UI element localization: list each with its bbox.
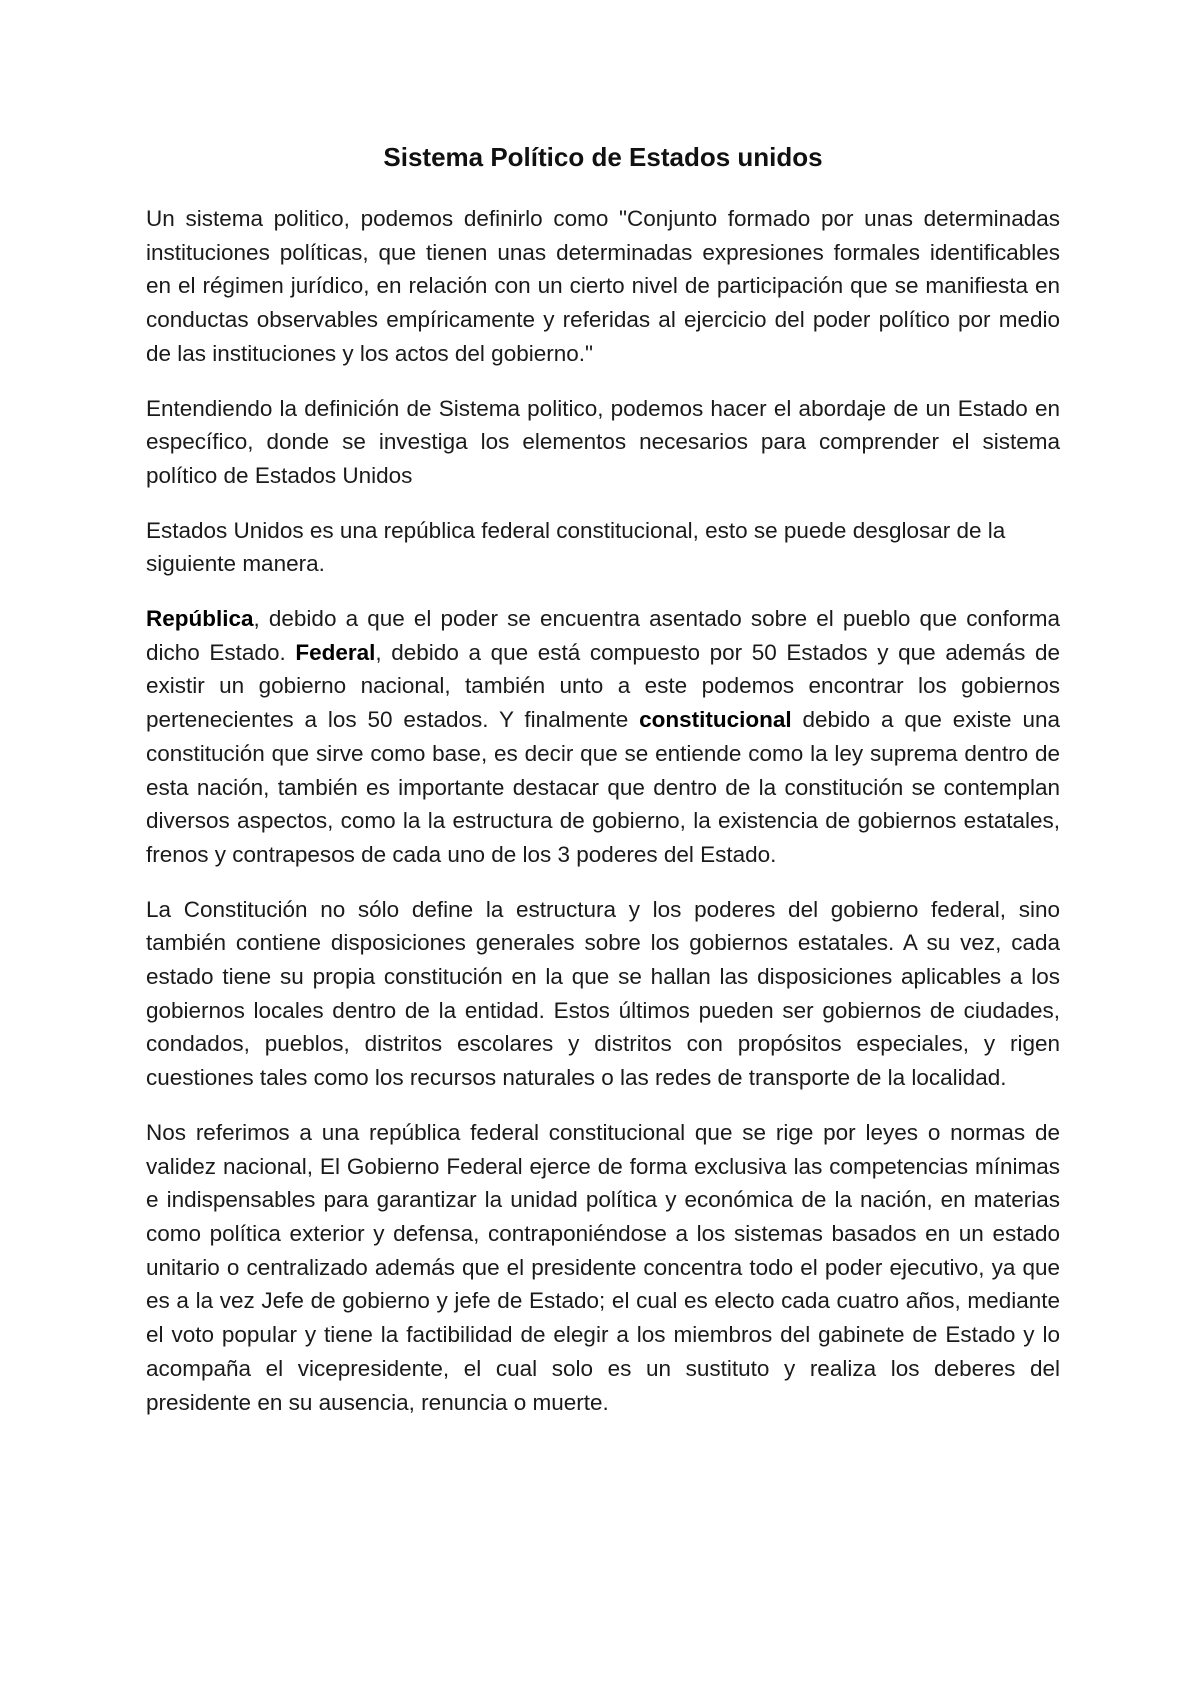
paragraph-republic-intro: Estados Unidos es una república federal constitucional, esto se puede desglosar de la siguiente manera. bbox=[146, 517, 1006, 577]
text-segment: debido a que existe una constitución que sirve como base, es decir que se entiende como la ley suprema dentro de esta nación, también es importante destacar que dentro de la constitución se contemplan diversos aspectos, como la la estructura de gobierno, la existencia de gobiernos estatales, frenos y contrapesos de cada uno de los 3 poderes del Estado. bbox=[146, 707, 1060, 867]
document-title: Sistema Político de Estados unidos bbox=[383, 142, 823, 172]
paragraph-approach: Entendiendo la definición de Sistema politico, podemos hacer el abordaje de un Estado en específico, donde se investiga los elementos necesarios para comprender el sistema político de Estados Unidos bbox=[146, 395, 1060, 488]
bold-term-constitucional: constitucional bbox=[639, 707, 792, 733]
paragraph-breakdown bbox=[146, 602, 1060, 872]
bold-term-federal: Federal bbox=[295, 639, 376, 665]
paragraph-federal-government: Nos referimos a una república federal constitucional que se rige por leyes o normas de validez nacional, El Gobierno Federal ejerce de forma exclusiva las competencias mínimas e indispensables para garantizar la unidad política y económica de la nación, en materias como política exterior y defensa, contraponiéndose a los sistemas basados en un estado unitario o centralizado además que el presidente concentra todo el poder ejecutivo, ya que es a la vez Jefe de gobierno y jefe de Estado; el cual es electo cada cuatro años, mediante el voto popular y tiene la factibilidad de elegir a los miembros del gabinete de Estado y lo acompaña el vicepresidente, el cual solo es un sustituto y realiza los deberes del presidente en su ausencia, renuncia o muerte. bbox=[146, 1119, 1060, 1415]
paragraph-constitution: La Constitución no sólo define la estructura y los poderes del gobierno federal, sino también contiene disposiciones generales sobre los gobiernos estatales. A su vez, cada estado tiene su propia constitución en la que se hallan las disposiciones aplicables a los gobiernos locales dentro de la entidad. Estos últimos pueden ser gobiernos de ciudades, condados, pueblos, distritos escolares y distritos con propósitos especiales, y rigen cuestiones tales como los recursos naturales o las redes de transporte de la localidad. bbox=[146, 896, 1060, 1091]
paragraph-definition: Un sistema politico, podemos definirlo como "Conjunto formado por unas determinadas instituciones políticas, que tienen unas determinadas expresiones formales identificables en el régimen jurídico, en relación con un cierto nivel de participación que se manifiesta en conductas observables empíricamente y referidas al ejercicio del poder político por medio de las instituciones y los actos del gobierno." bbox=[146, 206, 1060, 366]
document-page bbox=[146, 140, 1060, 1440]
bold-term-republica: República bbox=[146, 606, 254, 632]
text-segment: , debido a que está compuesto por 50 Estados y que además de existir un gobierno nacional, también unto a este podemos encontrar los gobiernos pertenecientes a los 50 estados. Y finalmente bbox=[146, 639, 1061, 733]
text-segment: , debido a que el poder se encuentra asentado sobre el pueblo que conforma dicho Estado. bbox=[146, 606, 1060, 665]
